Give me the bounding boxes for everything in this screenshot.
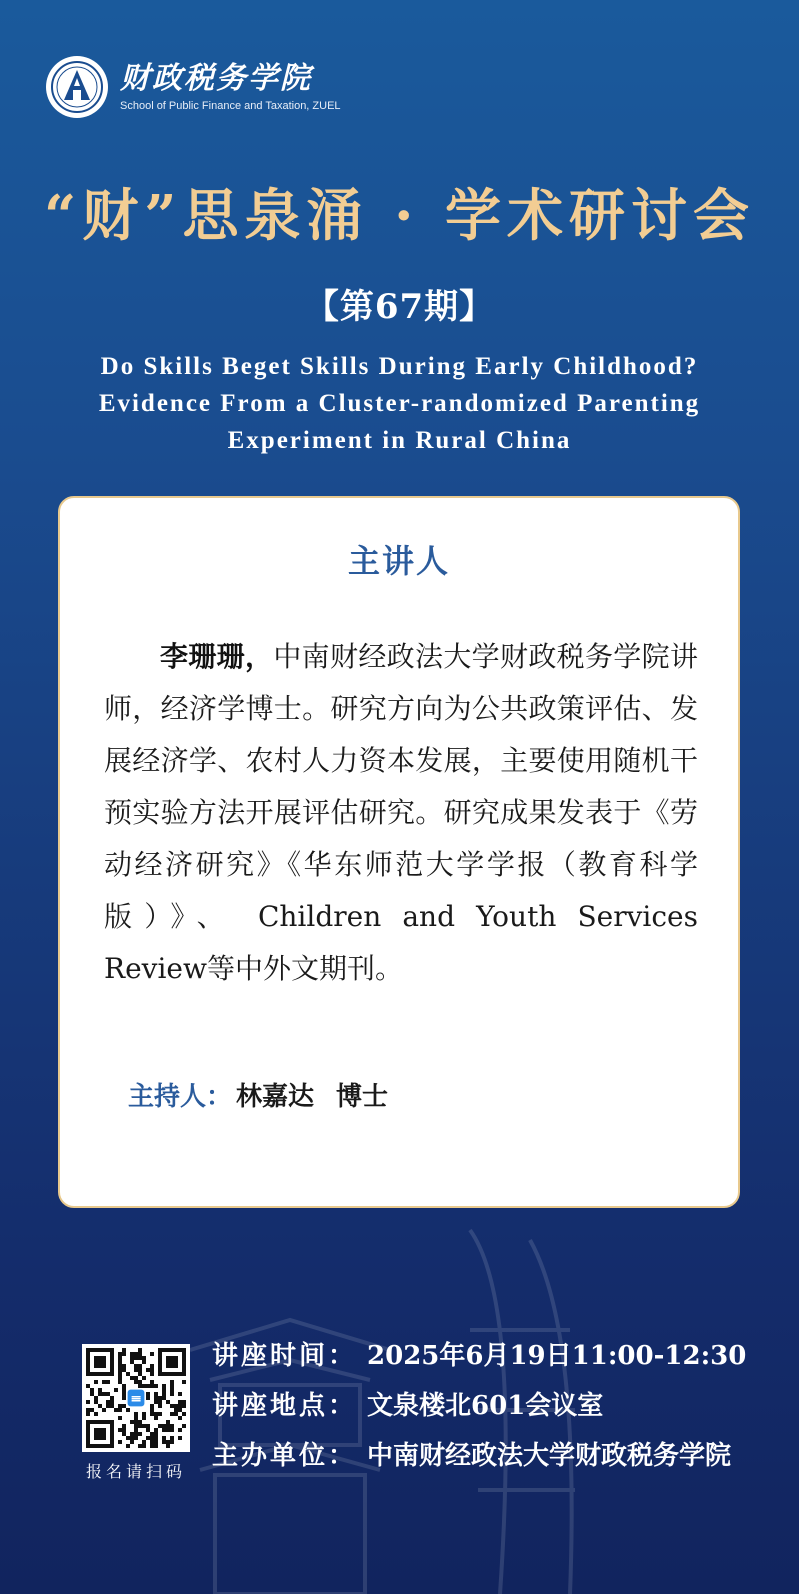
host-name: 林嘉达 — [236, 1082, 315, 1112]
talk-title — [40, 348, 759, 459]
speaker-name: 李珊珊， — [160, 640, 274, 673]
qr-code-icon — [82, 1344, 190, 1452]
speaker-bio-text: 中南财经政法大学财政税务学院讲师，经济学博士。研究方向为公共政策评估、发展经济学、农村人力资本发展，主要使用随机干预实验方法开展评估研究。研究成果发表于《劳动经济研究》《华东师范大学学报（教育科学版）》、 Children and Youth Services Review等中外文期刊。 — [104, 640, 698, 985]
organizer-row — [212, 1436, 746, 1486]
speaker-card — [58, 496, 740, 1208]
university-emblem-icon — [44, 54, 110, 120]
talk-title-line-2: Evidence From a Cluster-randomized Parenting — [98, 390, 701, 417]
logo-chinese-name: 财政税务学院 — [120, 61, 312, 96]
location-row — [212, 1386, 746, 1436]
host-line — [128, 1076, 388, 1113]
time-value: 2025年6月19日11:00-12:30 — [367, 1341, 747, 1371]
issue-number: 【第67期】 — [304, 287, 495, 327]
time-label: 讲座时间： — [212, 1341, 358, 1371]
host-label: 主持人： — [128, 1082, 233, 1112]
qr-caption: 报名请扫码 — [85, 1462, 186, 1481]
location-value: 文泉楼北601会议室 — [367, 1391, 604, 1421]
school-logo — [44, 54, 341, 120]
event-info — [212, 1336, 746, 1486]
host-title: 博士 — [336, 1082, 389, 1112]
location-label: 讲座地点： — [212, 1391, 358, 1421]
speaker-bio — [104, 631, 698, 995]
time-row — [212, 1336, 746, 1386]
talk-title-line-3: Experiment in Rural China — [227, 427, 572, 454]
logo-english-name: School of Public Finance and Taxation, ZUEL — [120, 100, 341, 112]
registration-qr-code[interactable] — [82, 1344, 190, 1452]
seminar-title: “财”思泉涌 · 学术研讨会 — [44, 183, 755, 249]
speaker-heading: 主讲人 — [347, 542, 450, 580]
talk-title-line-1: Do Skills Beget Skills During Early Childhood? — [100, 353, 699, 380]
organizer-label: 主办单位： — [212, 1441, 358, 1471]
organizer-value: 中南财经政法大学财政税务学院 — [367, 1441, 732, 1471]
